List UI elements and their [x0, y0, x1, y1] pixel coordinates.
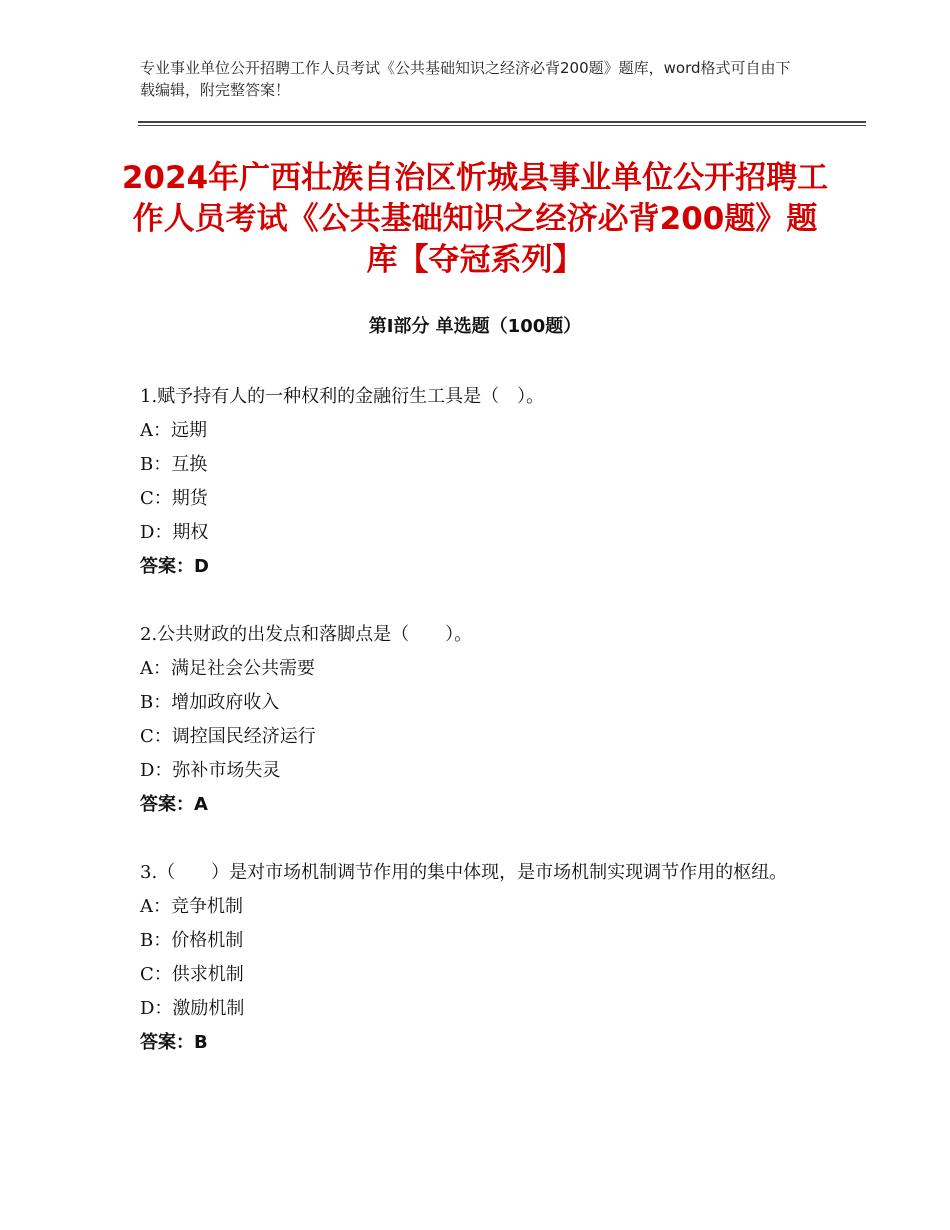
option-c: C：供求机制	[140, 964, 244, 985]
question-2	[140, 618, 810, 822]
answer: 答案：D	[140, 556, 209, 577]
option-d: D：期权	[140, 522, 209, 543]
question-stem: 2.公共财政的出发点和落脚点是（ ）。	[140, 624, 473, 645]
option-d: D：激励机制	[140, 998, 245, 1019]
option-a: A：远期	[140, 420, 207, 441]
option-c: C：调控国民经济运行	[140, 726, 316, 747]
question-stem: 3.（ ）是对市场机制调节作用的集中体现，是市场机制实现调节作用的枢纽。	[140, 862, 788, 883]
header-divider-thick	[138, 121, 866, 123]
question-1	[140, 380, 810, 584]
option-a: A：满足社会公共需要	[140, 658, 315, 679]
option-b: B：互换	[140, 454, 208, 475]
header-note: 专业事业单位公开招聘工作人员考试《公共基础知识之经济必背200题》题库，word格式可自由下载编辑，附完整答案！	[140, 59, 791, 99]
option-d: D：弥补市场失灵	[140, 760, 281, 781]
question-3	[140, 856, 810, 1060]
document-title: 2024年广西壮族自治区忻城县事业单位公开招聘工作人员考试《公共基础知识之经济必背200题》题库【夺冠系列】	[121, 160, 829, 278]
option-c: C：期货	[140, 488, 208, 509]
option-a: A：竞争机制	[140, 896, 243, 917]
answer: 答案：B	[140, 1032, 208, 1053]
header-divider-thin	[138, 125, 866, 126]
question-list	[140, 380, 810, 1094]
answer: 答案：A	[140, 794, 208, 815]
option-b: B：价格机制	[140, 930, 244, 951]
question-stem: 1.赋予持有人的一种权利的金融衍生工具是（ ）。	[140, 386, 545, 407]
section-heading: 第I部分 单选题（100题）	[368, 316, 582, 337]
option-b: B：增加政府收入	[140, 692, 280, 713]
